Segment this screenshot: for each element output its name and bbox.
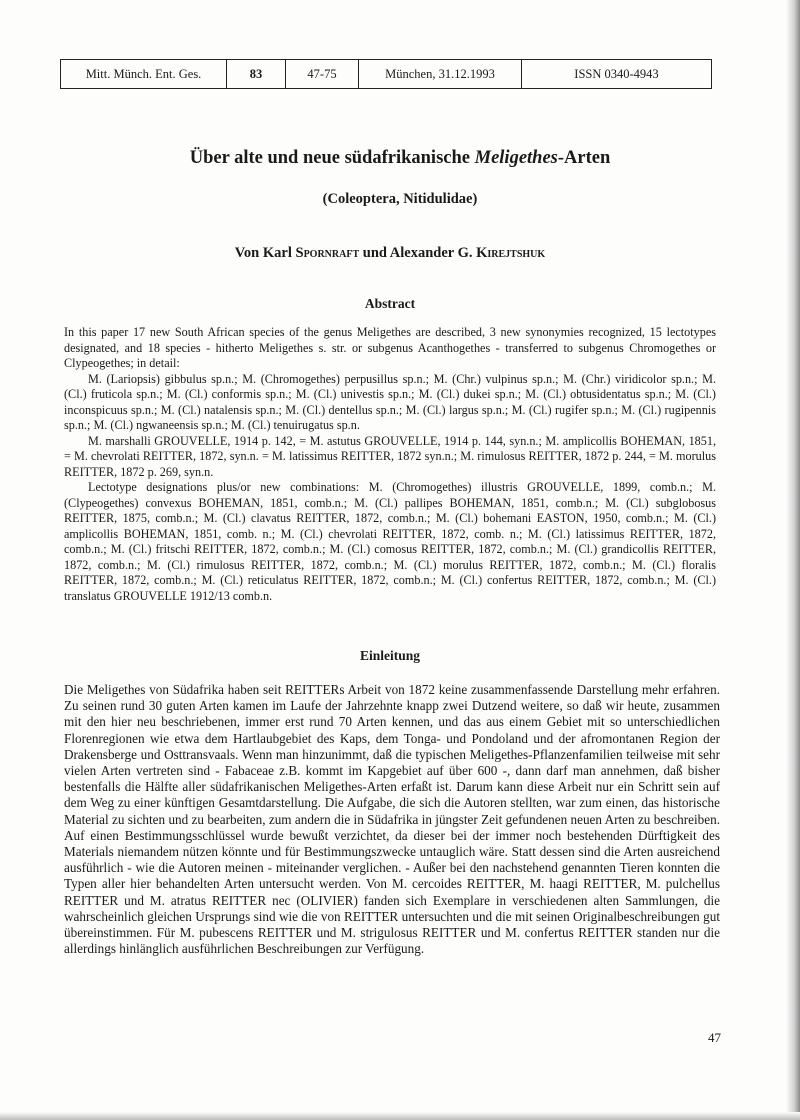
scan-edge-bottom (0, 1112, 800, 1120)
title-suffix: -Arten (557, 148, 611, 168)
introduction-body (64, 682, 720, 957)
page-number: 47 (708, 1030, 721, 1045)
volume-number: 83 (227, 60, 286, 89)
introduction-heading: Einleitung (359, 648, 421, 663)
place-date: München, 31.12.1993 (359, 60, 522, 89)
journal-name: Mitt. Münch. Ent. Ges. (61, 60, 227, 89)
abstract-paragraph: In this paper 17 new South African species of the genus Meligethes are described, 3 new synonymies recognized, 15 lectotypes designated, and 18 species - hitherto Meligethes s. str. or subgenus Acanthogethes - transferred to subgenus Chromogethes or Clypeogethes; in detail: (64, 325, 716, 370)
paper-subtitle: (Coleoptera, Nitidulidae) (322, 191, 478, 207)
author-von: Von Karl (234, 245, 296, 261)
author1-surname: Spornraft (295, 245, 360, 261)
abstract-heading: Abstract (364, 296, 416, 311)
issn: ISSN 0340-4943 (522, 60, 712, 89)
introduction-paragraph: Die Meligethes von Südafrika haben seit REITTERs Arbeit von 1872 keine zusammenfassende Darstellung mehr erfahren. Zu seinen rund 30 guten Arten kamen im Laufe der Jahrzehnte knapp zwei Dutzend weitere, so daß wir heute, zusammen mit den hier neu beschriebenen, immer erst rund 70 Arten kennen, und das aus einem Gebiet mit so unterschiedlichen Florenregionen wie etwa dem Hartlaubgebiet des Kaps, dem Tonga- und Pondoland und der afromontanen Region der Drakensberge und Osttransvaals. Wenn man hinzunimmt, daß die typischen Meligethes-Pflanzenfamilien teilweise mit sehr vielen Arten vertreten sind - Fabaceae z.B. kommt im Kapgebiet auf über 600 -, dann darf man annehmen, daß bisher bestenfalls die Hälfte aller südafrikanischen Meligethes-Arten erfaßt ist. Darum kann diese Arbeit nur ein Schritt sein auf dem Weg zu einer künftigen Gesamtdarstellung. Die Aufgabe, die sich die Autoren stellten, war zum einen, das historische Material zu sichten und zu bearbeiten, zum andern die in Südafrika in jüngster Zeit gefundenen neuen Arten zu beschreiben. Auf einen Bestimmungsschlüssel wurde bewußt verzichtet, da dieser bei der immer noch bestehenden Dürftigkeit des Materials niemandem nützen könnte und für Bestimmungszwecke untauglich wäre. Statt dessen sind die Arten ausreichend ausführlich - wie die Autoren meinen - miteinander verglichen. - Außer bei den nachstehend genannten Tieren konnten die Typen aller hier behandelten Arten untersucht werden. Von M. cercoides REITTER, M. haagi REITTER, M. pulchellus REITTER und M. atratus REITTER nec (OLIVIER) fanden sich Exemplare in verschiedenen alten Sammlungen, die wahrscheinlich gleichen Ursprungs sind wie die von REITTER untersuchten und die mit seinen Originalbeschreibungen gut übereinstimmen. Für M. pubescens REITTER und M. strigulosus REITTER und M. confertus REITTER standen nur die allerdings hinlänglich ausführlichen Beschreibungen zur Verfügung. (64, 682, 720, 957)
paper-title (0, 148, 800, 169)
title-genus: Meligethes (474, 148, 558, 168)
author-und: und Alexander G. (359, 245, 477, 261)
author-line (0, 245, 780, 262)
page-range: 47-75 (286, 60, 359, 89)
journal-header-table (60, 59, 712, 89)
abstract-paragraph: M. (Lariopsis) gibbulus sp.n.; M. (Chromogethes) perpusillus sp.n.; M. (Chr.) vulpinus sp.n.; M. (Chr.) viridicolor sp.n.; M. (Cl.) fruticola sp.n.; M. (Cl.) conformis sp.n.; M. (Cl.) univestis sp.n.; M. (Cl.) dukei sp.n.; M. (Cl.) obtusidentatus sp.n.; M. (Cl.) inconspicuus sp.n.; M. (Cl.) natalensis sp.n.; M. (Cl.) dentellus sp.n.; M. (Cl.) largus sp.n.; M. (Cl.) rugifer sp.n.; M. (Cl.) rugipennis sp.n.; M. (Cl.) ngwaneensis sp.n.; M. (Cl.) tenuirugatus sp.n. (64, 371, 716, 432)
abstract-paragraph: Lectotype designations plus/or new combinations: M. (Chromogethes) illustris GROUVELLE, 1899, comb.n.; M. (Clypeogethes) convexus BOHEMAN, 1851, comb.n.; M. (Cl.) pallipes BOHEMAN, 1851, comb.n.; M. (Cl.) subglobosus REITTER, 1875, comb.n.; M. (Cl.) clavatus REITTER, 1872, comb.n.; M. (Cl.) bohemani EASTON, 1950, comb.n.; M. (Cl.) amplicollis BOHEMAN, 1851, comb. n.; M. (Cl.) chevrolati REITTER, 1872, comb. n.; M. (Cl.) latissimus REITTER, 1872, comb.n.; M. (Cl.) fritschi REITTER, 1872, comb.n.; M. (Cl.) comosus REITTER, 1872, comb.n.; M. (Cl.) grandicollis REITTER, 1872, comb.n.; M. (Cl.) rimulosus REITTER, 1872, comb.n.; M. (Cl.) morulus REITTER, 1872, comb.n.; M. (Cl.) floralis REITTER, 1872, comb.n.; M. (Cl.) reticulatus REITTER, 1872, comb.n.; M. (Cl.) confertus REITTER, 1872, comb.n.; M. (Cl.) translatus GROUVELLE 1912/13 comb.n. (64, 480, 716, 603)
abstract-paragraph: M. marshalli GROUVELLE, 1914 p. 142, = M. astutus GROUVELLE, 1914 p. 144, syn.n.; M. amplicollis BOHEMAN, 1851, = M. chevrolati REITTER, 1872, syn.n. = M. latissimus REITTER, 1872 syn.n.; M. rimulosus REITTER, 1872 p. 244, = M. morulus REITTER, 1872 p. 269, syn.n. (64, 433, 716, 479)
abstract-body (64, 325, 716, 604)
title-prefix: Über alte und neue südafrikanische (189, 148, 475, 168)
author2-surname: Kirejtshuk (476, 245, 546, 261)
